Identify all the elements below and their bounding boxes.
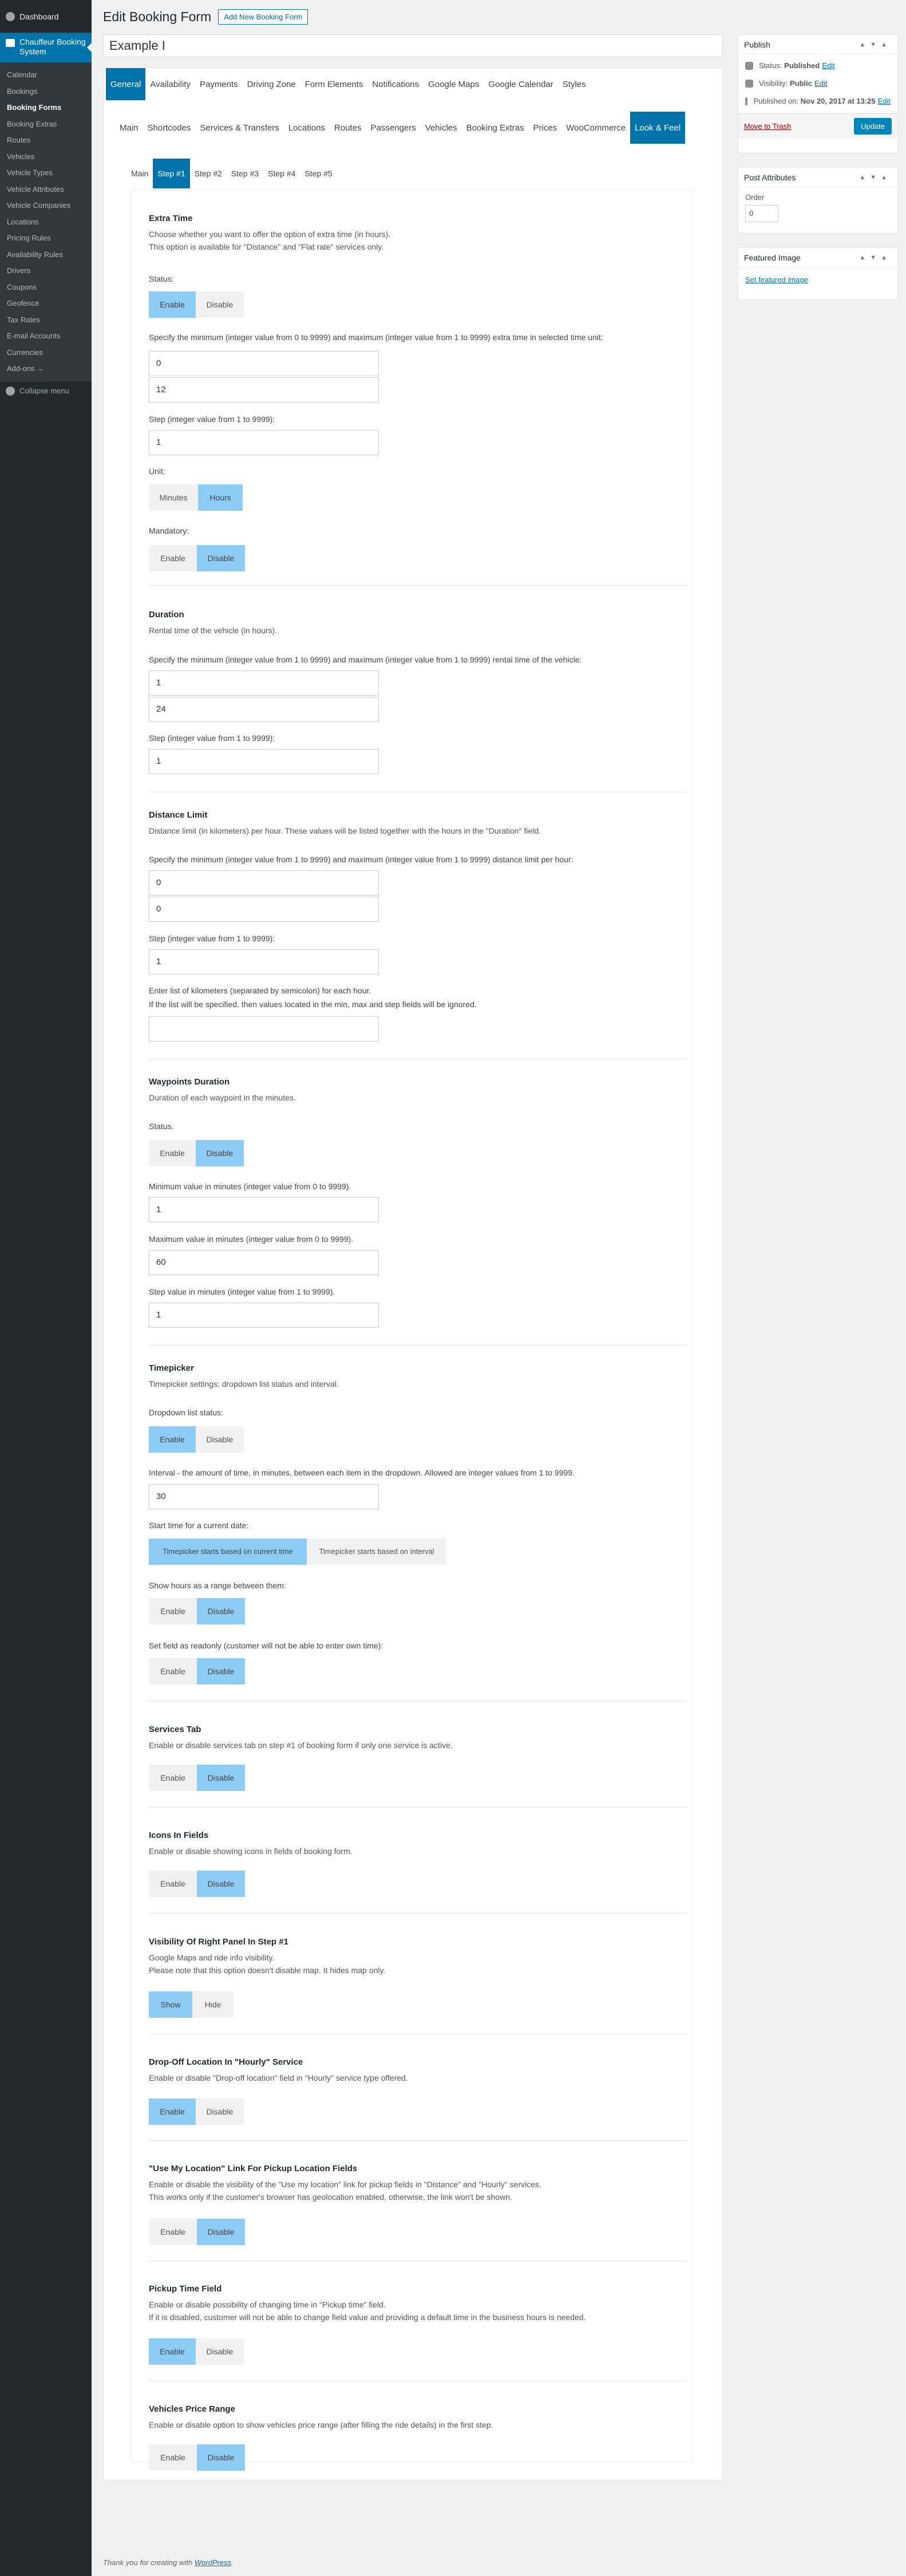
mandatory-disable-button[interactable]: Disable bbox=[197, 545, 245, 571]
divider bbox=[149, 2261, 687, 2262]
booking-form-box bbox=[103, 68, 723, 2480]
tab-payments[interactable]: Payments bbox=[199, 79, 238, 89]
post-attributes-box bbox=[738, 167, 898, 234]
tab-styles[interactable]: Styles bbox=[562, 79, 586, 89]
sidebar-item-locations[interactable]: Locations bbox=[7, 217, 39, 226]
range-enable-button[interactable]: Enable bbox=[149, 1598, 197, 1624]
subtab-locations[interactable]: Locations bbox=[288, 123, 326, 133]
section-title: Vehicles Price Range bbox=[149, 2404, 235, 2414]
right-panel-hide-button[interactable]: Hide bbox=[192, 1991, 234, 2018]
icons-enable-button[interactable]: Enable bbox=[149, 1871, 197, 1897]
sidebar-item-email-accounts[interactable]: E-mail Accounts bbox=[7, 332, 61, 340]
order-label: Order bbox=[745, 193, 765, 202]
car-icon bbox=[6, 39, 15, 47]
subtab-vehicles[interactable]: Vehicles bbox=[425, 123, 457, 133]
waypoints-min-input[interactable]: 1 bbox=[149, 1197, 379, 1222]
section-desc: Please note that this option doesn't disable map. It hides map only. bbox=[149, 1966, 386, 1975]
icons-disable-button[interactable]: Disable bbox=[197, 1871, 245, 1897]
steptab-step-5[interactable]: Step #5 bbox=[304, 169, 333, 178]
extra-time-max-input[interactable]: 12 bbox=[149, 377, 379, 403]
list-label: If the list will be specified, then values located in the min, max and step fields will be ignored. bbox=[149, 1000, 477, 1009]
status-label: Status. bbox=[149, 1122, 174, 1131]
section-title: Timepicker bbox=[149, 1363, 194, 1373]
readonly-disable-button[interactable]: Disable bbox=[197, 1658, 245, 1685]
wordpress-link[interactable]: WordPress bbox=[194, 2558, 231, 2567]
pickup-time-enable-button[interactable]: Enable bbox=[149, 2338, 196, 2365]
tab-notifications[interactable]: Notifications bbox=[372, 79, 420, 89]
section-title: Waypoints Duration bbox=[149, 1077, 230, 1087]
subtab-booking-extras[interactable]: Booking Extras bbox=[466, 123, 524, 133]
section-desc: Duration of each waypoint in the minutes. bbox=[149, 1093, 296, 1102]
waypoints-section bbox=[149, 1077, 687, 1104]
range-label: Show hours as a range between them: bbox=[149, 1581, 286, 1590]
sidebar-item-bookings[interactable]: Bookings bbox=[7, 86, 38, 96]
sidebar-item-dashboard[interactable]: Dashboard bbox=[0, 0, 92, 33]
distance-max-input[interactable]: 0 bbox=[149, 897, 379, 922]
sidebar-item-drivers[interactable]: Drivers bbox=[7, 266, 31, 275]
dropdown-enable-button[interactable]: Enable bbox=[149, 1426, 196, 1453]
tab-google-calendar[interactable]: Google Calendar bbox=[488, 79, 553, 89]
main-tabs bbox=[104, 68, 591, 100]
extra-time-section bbox=[149, 214, 687, 253]
section-desc: This option is available for "Distance" and "Flat rate" services only. bbox=[149, 242, 384, 251]
publish-actions bbox=[738, 113, 897, 139]
tab-driving-zone[interactable]: Driving Zone bbox=[247, 79, 296, 89]
box-arrows-icon[interactable]: ▲▼▲ bbox=[859, 41, 892, 48]
section-title: Services Tab bbox=[149, 1725, 201, 1734]
sidebar-item-vehicle-companies[interactable]: Vehicle Companies bbox=[7, 201, 71, 210]
section-desc: This works only if the customer's browser has geolocation enabled, otherwise, the link won't be shown. bbox=[149, 2192, 512, 2202]
minmax-label: Specify the minimum (integer value from 0 to 9999) and maximum (integer value from 1 to 9999) extra time in selected time unit: bbox=[149, 333, 603, 342]
sidebar-item-calendar[interactable]: Calendar bbox=[7, 70, 37, 79]
edit-status-link[interactable]: Edit bbox=[822, 61, 835, 70]
publish-status: Status: Published Edit bbox=[738, 59, 897, 72]
duration-max-input[interactable]: 24 bbox=[149, 697, 379, 722]
readonly-label: Set field as readonly (customer will not be able to enter own time): bbox=[149, 1641, 383, 1650]
section-title: Duration bbox=[149, 610, 184, 620]
section-title: Extra Time bbox=[149, 214, 193, 223]
services-tab-disable-button[interactable]: Disable bbox=[197, 1765, 245, 1791]
footer: Thank you for creating with WordPress. bbox=[103, 2558, 234, 2567]
minmax-label: Specify the minimum (integer value from 1 to 9999) and maximum (integer value from 1 to 9999) distance limit per hour: bbox=[149, 855, 573, 864]
section-desc: Enable or disable option to show vehicles price range (after filling the ride details) in the first step. bbox=[149, 2420, 493, 2429]
order-input[interactable]: 0 bbox=[745, 205, 778, 222]
pickup-time-disable-button[interactable]: Disable bbox=[196, 2338, 244, 2365]
section-desc: Rental time of the vehicle (in hours). bbox=[149, 626, 278, 635]
divider bbox=[149, 1345, 687, 1346]
divider bbox=[149, 1807, 687, 1808]
pickup-time-section bbox=[149, 2284, 687, 2323]
publish-visibility: Visibility: Public Edit bbox=[738, 77, 897, 90]
step-label: Step (integer value from 1 to 9999): bbox=[149, 733, 275, 743]
extra-time-enable-button[interactable]: Enable bbox=[149, 291, 196, 318]
edit-visibility-link[interactable]: Edit bbox=[814, 79, 828, 88]
publish-date: Published on: Nov 20, 2017 at 13:25 Edit bbox=[738, 94, 897, 108]
services-tab-enable-button[interactable]: Enable bbox=[149, 1765, 197, 1791]
step-label: Step (integer value from 1 to 9999): bbox=[149, 934, 275, 943]
start-time-label: Start time for a current date: bbox=[149, 1521, 249, 1530]
update-button[interactable]: Update bbox=[854, 118, 892, 135]
interval-input[interactable]: 30 bbox=[149, 1484, 379, 1509]
services-tab-section bbox=[149, 1725, 687, 1751]
sidebar-item-geofence[interactable]: Geofence bbox=[7, 299, 39, 307]
set-featured-image-link[interactable]: Set featured image bbox=[745, 275, 808, 284]
extra-time-disable-button[interactable]: Disable bbox=[196, 291, 244, 318]
publish-header[interactable]: Publish ▲▼▲ bbox=[738, 35, 897, 54]
post-attributes-header[interactable]: Post Attributes ▲▼▲ bbox=[738, 168, 897, 187]
sidebar-item-pricing-rules[interactable]: Pricing Rules bbox=[7, 234, 51, 242]
steptab-step-1[interactable]: Step #1 bbox=[153, 159, 189, 188]
start-interval-button[interactable]: Timepicker starts based on interval bbox=[307, 1539, 446, 1565]
subtab-shortcodes[interactable]: Shortcodes bbox=[147, 123, 191, 133]
sidebar-item-vehicle-attributes[interactable]: Vehicle Attributes bbox=[7, 184, 64, 194]
section-desc: If it is disabled, customer will not be able to change field value and providing a default time in the business hours is needed. bbox=[149, 2313, 586, 2322]
subtab-passengers[interactable]: Passengers bbox=[370, 123, 416, 133]
distance-limit-section bbox=[149, 810, 687, 837]
page-header bbox=[103, 9, 308, 25]
general-subtabs bbox=[115, 112, 685, 144]
min-label: Minimum value in minutes (integer value from 0 to 9999). bbox=[149, 1182, 351, 1191]
box-arrows-icon[interactable]: ▲▼▲ bbox=[859, 254, 892, 261]
section-desc: Google Maps and ride info visibility. bbox=[149, 1953, 275, 1962]
interval-label: Interval - the amount of time, in minutes, between each item in the dropdown. Allowed are integer values from 1 to 9999. bbox=[149, 1468, 575, 1477]
step-tabs bbox=[126, 159, 337, 188]
sidebar-item-vehicles[interactable]: Vehicles bbox=[7, 152, 35, 161]
tab-availability[interactable]: Availability bbox=[150, 79, 191, 89]
sidebar-item-tax-rates[interactable]: Tax Rates bbox=[7, 315, 40, 324]
sidebar-item-currencies[interactable]: Currencies bbox=[7, 348, 43, 357]
sidebar-item-add-ons[interactable]: Add-ons → bbox=[7, 364, 45, 373]
right-panel-show-button[interactable]: Show bbox=[149, 1991, 192, 2018]
unit-hours-button[interactable]: Hours bbox=[198, 484, 243, 511]
sidebar-item-vehicle-types[interactable]: Vehicle Types bbox=[7, 168, 53, 177]
waypoints-disable-button[interactable]: Disable bbox=[196, 1140, 244, 1166]
section-desc: Enable or disable the visibility of the "Use my location" link for pickup fields in "Distance" and "Hourly" services. bbox=[149, 2180, 541, 2189]
section-title: Distance Limit bbox=[149, 810, 208, 820]
extra-time-step-input[interactable]: 1 bbox=[149, 430, 379, 455]
extra-time-min-input[interactable]: 0 bbox=[149, 351, 379, 376]
start-current-button[interactable]: Timepicker starts based on current time bbox=[149, 1539, 307, 1565]
section-title: "Use My Location" Link For Pickup Location Fields bbox=[149, 2164, 358, 2173]
my-location-section bbox=[149, 2164, 687, 2203]
dropdown-disable-button[interactable]: Disable bbox=[196, 1426, 244, 1453]
steptab-step-3[interactable]: Step #3 bbox=[231, 169, 259, 178]
tab-google-maps[interactable]: Google Maps bbox=[428, 79, 480, 89]
eye-icon bbox=[745, 80, 753, 88]
my-location-disable-button[interactable]: Disable bbox=[197, 2219, 245, 2245]
duration-min-input[interactable]: 1 bbox=[149, 670, 379, 696]
step-label: Step value in minutes (integer value from 1 to 9999). bbox=[149, 1287, 335, 1296]
sidebar-submenu bbox=[0, 62, 92, 382]
add-new-button[interactable]: Add New Booking Form bbox=[218, 9, 308, 25]
icons-section bbox=[149, 1831, 687, 1857]
section-desc: Enable or disable "Drop-off location" field in "Hourly" service type offered. bbox=[149, 2073, 408, 2082]
tab-form-elements[interactable]: Form Elements bbox=[304, 79, 363, 89]
tab-general[interactable]: General bbox=[106, 68, 145, 100]
title-input[interactable]: Example I bbox=[103, 34, 723, 57]
waypoints-step-input[interactable]: 1 bbox=[149, 1303, 379, 1328]
steptab-main[interactable]: Main bbox=[131, 169, 149, 178]
price-range-section bbox=[149, 2404, 687, 2431]
price-range-disable-button[interactable]: Disable bbox=[197, 2444, 245, 2471]
my-location-enable-button[interactable]: Enable bbox=[149, 2219, 197, 2245]
readonly-enable-button[interactable]: Enable bbox=[149, 1658, 197, 1685]
dropoff-section bbox=[149, 2057, 687, 2084]
admin-sidebar bbox=[0, 0, 92, 2576]
subtab-main[interactable]: Main bbox=[120, 123, 139, 133]
calendar-icon bbox=[745, 97, 747, 105]
section-title: Visibility Of Right Panel In Step #1 bbox=[149, 1937, 288, 1947]
price-range-enable-button[interactable]: Enable bbox=[149, 2444, 197, 2471]
distance-min-input[interactable]: 0 bbox=[149, 870, 379, 896]
section-desc: Enable or disable showing icons in fields of booking form. bbox=[149, 1847, 353, 1856]
subtab-look-feel[interactable]: Look & Feel bbox=[630, 112, 685, 144]
waypoints-enable-button[interactable]: Enable bbox=[149, 1140, 196, 1166]
sidebar-item-coupons[interactable]: Coupons bbox=[7, 282, 37, 291]
publish-box bbox=[738, 34, 898, 153]
distance-list-input[interactable] bbox=[149, 1016, 379, 1042]
duration-section bbox=[149, 610, 687, 637]
section-desc: Enable or disable services tab on step #1 of booking form if only one service is active. bbox=[149, 1741, 453, 1750]
sidebar-item-booking-forms[interactable]: Booking Forms bbox=[7, 103, 62, 112]
timepicker-section bbox=[149, 1363, 687, 1390]
divider bbox=[149, 1913, 687, 1914]
divider bbox=[149, 2140, 687, 2141]
steptab-step-2[interactable]: Step #2 bbox=[194, 169, 222, 178]
dropoff-enable-button[interactable]: Enable bbox=[149, 2098, 196, 2125]
step-label: Step (integer value from 1 to 9999): bbox=[149, 415, 275, 424]
dashboard-icon bbox=[6, 12, 15, 21]
collapse-menu-button[interactable]: Collapse menu bbox=[0, 382, 92, 400]
status-label: Status: bbox=[149, 274, 174, 283]
max-label: Maximum value in minutes (integer value from 0 to 9999). bbox=[149, 1234, 354, 1244]
sidebar-item-routes[interactable]: Routes bbox=[7, 136, 31, 144]
waypoints-max-input[interactable]: 60 bbox=[149, 1250, 379, 1275]
section-desc: Timepicker settings: dropdown list status and interval. bbox=[149, 1379, 339, 1388]
subtab-routes[interactable]: Routes bbox=[334, 123, 362, 133]
featured-image-header[interactable]: Featured Image ▲▼▲ bbox=[738, 248, 897, 267]
mandatory-label: Mandatory: bbox=[149, 526, 189, 535]
subtab-services-transfers[interactable]: Services & Transfers bbox=[200, 123, 279, 133]
sidebar-item-availability-rules[interactable]: Availability Rules bbox=[7, 250, 64, 259]
section-title: Pickup Time Field bbox=[149, 2284, 222, 2294]
unit-minutes-button[interactable]: Minutes bbox=[149, 484, 198, 511]
minmax-label: Specify the minimum (integer value from 1 to 9999) and maximum (integer value from 1 to 9999) rental time of the vehicle: bbox=[149, 655, 582, 664]
right-panel-section bbox=[149, 1937, 687, 1977]
subtab-prices[interactable]: Prices bbox=[533, 123, 557, 133]
dropdown-label: Dropdown list status: bbox=[149, 1408, 223, 1417]
duration-step-input[interactable]: 1 bbox=[149, 749, 379, 774]
dropoff-disable-button[interactable]: Disable bbox=[196, 2098, 244, 2125]
page-title: Edit Booking Form bbox=[103, 9, 212, 24]
subtab-woocommerce[interactable]: WooCommerce bbox=[566, 123, 626, 133]
collapse-icon bbox=[6, 386, 15, 396]
steptab-step-4[interactable]: Step #4 bbox=[268, 169, 296, 178]
sidebar-item-booking-extras[interactable]: Booking Extras bbox=[7, 119, 57, 128]
section-title: Drop-Off Location In "Hourly" Service bbox=[149, 2057, 303, 2067]
section-title: Icons In Fields bbox=[149, 1831, 209, 1840]
section-desc: Choose whether you want to offer the option of extra time (in hours). bbox=[149, 230, 391, 239]
unit-label: Unit: bbox=[149, 467, 165, 476]
section-desc: Enable or disable possibility of changing time in "Pickup time" field. bbox=[149, 2300, 386, 2309]
edit-date-link[interactable]: Edit bbox=[877, 97, 891, 105]
mandatory-enable-button[interactable]: Enable bbox=[149, 545, 197, 571]
section-desc: Distance limit (in kilometers) per hour. These values will be listed together with the hours in the "Duration" field. bbox=[149, 826, 541, 835]
list-label: Enter list of kilometers (separated by semicolon) for each hour. bbox=[149, 986, 371, 995]
box-arrows-icon[interactable]: ▲▼▲ bbox=[859, 173, 892, 181]
sidebar-item-plugin[interactable]: Chauffeur Booking System bbox=[0, 33, 92, 62]
pin-icon bbox=[745, 62, 753, 70]
featured-image-box bbox=[738, 247, 898, 300]
distance-step-input[interactable]: 1 bbox=[149, 949, 379, 975]
divider bbox=[149, 585, 687, 586]
move-to-trash-link[interactable]: Move to Trash bbox=[744, 122, 792, 131]
range-disable-button[interactable]: Disable bbox=[197, 1598, 245, 1624]
